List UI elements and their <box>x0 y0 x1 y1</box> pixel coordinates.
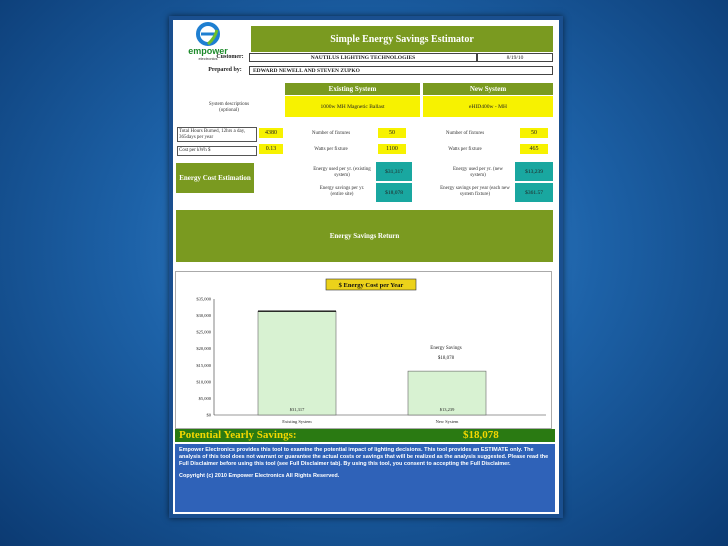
x-tick-label: New System <box>435 419 459 424</box>
new-used-value: $13,239 <box>515 162 553 181</box>
bar-value-label: $13,239 <box>439 407 455 412</box>
bar-value-label: $31,317 <box>289 407 305 412</box>
new-used-label: Energy used per yr. (new system) <box>452 167 504 178</box>
potential-savings-bar <box>175 429 555 442</box>
y-tick-label: $15,000 <box>196 362 211 368</box>
new-savings-label: Energy savings per year (each new system fixture) <box>440 186 510 197</box>
y-tick-label: $20,000 <box>196 346 211 352</box>
energy-cost-chart <box>175 271 552 429</box>
energy-cost-estimation-label: Energy Cost Estimation <box>176 163 254 193</box>
hours-field[interactable]: 4380 <box>259 128 283 138</box>
new-watts-field[interactable]: 465 <box>520 144 548 154</box>
new-savings-value: $361.57 <box>515 183 553 202</box>
chart-title: $ Energy Cost per Year <box>338 282 404 289</box>
hours-label: Total Hours Burned, 12hrs a day, 365days per year <box>177 127 257 142</box>
logo-subtext: electronics <box>198 56 218 61</box>
cost-label: Cost per kWh $ <box>177 146 257 156</box>
date-field[interactable] <box>477 53 553 62</box>
y-tick-label: $5,000 <box>198 395 211 401</box>
prepared-label: Prepared by: <box>208 67 242 73</box>
customer-field[interactable] <box>249 53 477 62</box>
x-tick-label: Existing System <box>282 419 312 424</box>
existing-watts-label: Watts per fixture <box>314 147 348 152</box>
customer-value: NAUTILUS LIGHTING TECHNOLOGIES <box>310 55 416 61</box>
new-watts-label: Watts per fixture <box>448 147 482 152</box>
prepared-field[interactable] <box>249 66 553 75</box>
customer-label: Customer: <box>216 54 244 60</box>
existing-watts-field[interactable]: 1100 <box>378 144 406 154</box>
new-desc-field[interactable]: eHID400w - MH <box>423 96 553 117</box>
y-tick-label: $30,000 <box>196 313 211 319</box>
prepared-value: EDWARD NEWELL AND STEVEN ZUPKO <box>253 68 360 74</box>
empower-logo-icon <box>177 22 239 48</box>
disclaimer-text: Empower Electronics provides this tool to examine the potential impact of lighting decisions. This tool provides an ESTIMATE only. The analysis of this tool does not warrant or guarantee the actual costs or savings that will be realized as the analysis suggested. Please read the Full Disclaimer before using this tool (see Full Disclaimer tab). By using this tool, you consent to accepting the Full Disclaimer. <box>179 447 549 467</box>
y-tick-label: $10,000 <box>196 379 211 385</box>
copyright-text: Copyright (c) 2010 Empower Electronics All Rights Reserved. <box>179 473 340 479</box>
date-value: 8/19/10 <box>506 55 524 61</box>
energy-savings-return-header: Energy Savings Return <box>176 210 553 262</box>
spreadsheet-sheet <box>173 20 559 514</box>
chart-svg <box>176 272 551 428</box>
existing-fixtures-label: Number of fixtures <box>311 131 351 136</box>
chart-annotation-value: $18,078 <box>437 356 455 361</box>
new-fixtures-label: Number of fixtures <box>445 131 485 136</box>
potential-savings-label: Potential Yearly Savings: <box>179 429 297 441</box>
potential-savings-value: $18,078 <box>463 429 499 441</box>
y-tick-label: $0 <box>206 412 211 418</box>
existing-used-label: Energy used per yr. (existing system) <box>313 167 371 178</box>
existing-savings-value: $18,078 <box>376 183 412 202</box>
y-tick-label: $35,000 <box>196 296 211 302</box>
existing-fixtures-field[interactable]: 50 <box>378 128 406 138</box>
y-tick-label: $25,000 <box>196 329 211 335</box>
existing-used-value: $31,317 <box>376 162 412 181</box>
logo-word: empower <box>188 46 228 56</box>
cost-field[interactable]: 0.13 <box>259 144 283 154</box>
bar-1 <box>258 311 336 415</box>
existing-savings-label: Energy savings per yr. (entire site) <box>319 186 365 197</box>
system-desc-label: System descriptions (optional) <box>208 102 250 113</box>
title-bar: Simple Energy Savings Estimator <box>251 26 553 52</box>
new-system-header: New System <box>423 83 553 95</box>
existing-desc-field[interactable]: 1000w MH Magnetic Ballast <box>285 96 420 117</box>
new-fixtures-field[interactable]: 50 <box>520 128 548 138</box>
disclaimer-box <box>175 444 555 512</box>
chart-annotation-title: Energy Savings <box>430 346 462 351</box>
existing-system-header: Existing System <box>285 83 420 95</box>
